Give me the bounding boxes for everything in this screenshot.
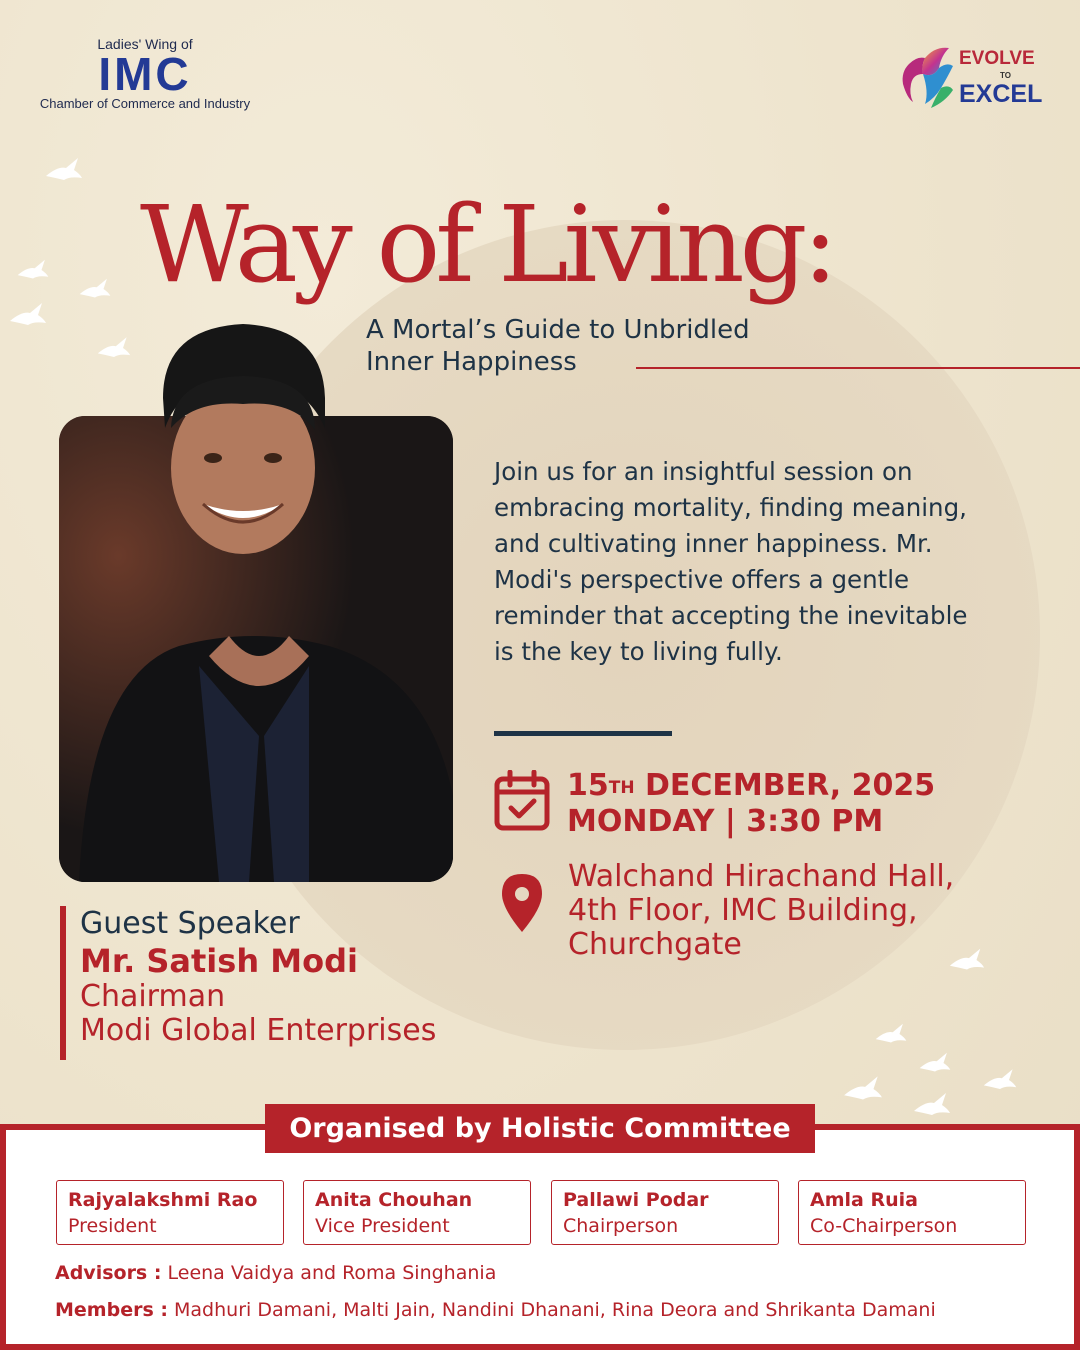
- subtitle-divider: [636, 367, 1080, 369]
- date-day: 15: [567, 768, 609, 803]
- calendar-check-icon: [494, 770, 550, 832]
- speaker-company: Modi Global Enterprises: [80, 1013, 437, 1048]
- bird-icon: [8, 300, 48, 330]
- committee-office-bearers: [56, 1180, 1028, 1246]
- event-title: Way of Living:: [140, 183, 834, 306]
- face-profile-icon: [895, 44, 957, 112]
- imc-logo-prefix: Ladies' Wing of: [97, 36, 193, 52]
- event-weekday-time: MONDAY | 3:30 PM: [567, 804, 884, 839]
- advisors-line: [55, 1262, 496, 1284]
- location-pin-icon: [500, 872, 544, 934]
- event-description: Join us for an insightful session on embracing mortality, finding meaning, and cultivating inner happiness. Mr. Modi's perspective offers a gentle reminder that accepting the inevitable is the key to living fully.: [494, 457, 968, 666]
- office-bearer-name: Pallawi Podar: [563, 1189, 709, 1211]
- event-subtitle-line2: Inner Happiness: [366, 347, 577, 377]
- office-bearer-card: [551, 1180, 779, 1245]
- date-rest: DECEMBER, 2025: [634, 768, 936, 803]
- members-names: Madhuri Damani, Malti Jain, Nandini Dhanani, Rina Deora and Shrikanta Damani: [167, 1299, 936, 1321]
- advisors-label: Advisors :: [55, 1262, 162, 1284]
- venue-line2: 4th Floor, IMC Building,: [568, 893, 918, 928]
- speaker-head: [143, 318, 338, 558]
- bird-icon: [44, 156, 84, 184]
- bird-icon: [16, 256, 50, 284]
- event-subtitle-line1: A Mortal’s Guide to Unbridled: [366, 315, 750, 345]
- advisors-names: Leena Vaidya and Roma Singhania: [161, 1262, 497, 1284]
- evolve-logo-line2: TO: [1000, 71, 1011, 80]
- speaker-info: [60, 906, 436, 1060]
- venue-line1: Walchand Hirachand Hall,: [568, 859, 955, 894]
- imc-logo-subtitle: Chamber of Commerce and Industry: [39, 96, 251, 111]
- imc-logo-name: IMC: [98, 48, 192, 100]
- office-bearer-role: Chairperson: [563, 1215, 679, 1237]
- speaker-label: Guest Speaker: [80, 906, 300, 941]
- bird-icon: [96, 334, 132, 362]
- office-bearer-role: President: [68, 1215, 157, 1237]
- office-bearer-card: [56, 1180, 284, 1245]
- office-bearer-role: Vice President: [315, 1215, 450, 1237]
- organiser-banner: Organised by Holistic Committee: [265, 1104, 815, 1153]
- office-bearer-name: Amla Ruia: [810, 1189, 918, 1211]
- bird-icon: [78, 276, 112, 302]
- evolve-logo-line3: EXCEL: [959, 80, 1043, 108]
- office-bearer-card: [798, 1180, 1026, 1245]
- venue-line3: Churchgate: [568, 927, 742, 962]
- evolve-logo-line1: EVOLVE: [959, 48, 1035, 69]
- bird-icon: [874, 1014, 908, 1054]
- bird-icon: [912, 1088, 952, 1122]
- office-bearer-card: [303, 1180, 531, 1245]
- office-bearer-name: Rajyalakshmi Rao: [68, 1189, 258, 1211]
- imc-logo: [30, 36, 260, 111]
- bird-icon: [842, 1074, 884, 1104]
- evolve-to-excel-logo: [895, 44, 1055, 114]
- office-bearer-name: Anita Chouhan: [315, 1189, 473, 1211]
- members-line: [55, 1299, 936, 1321]
- speaker-role: Chairman: [80, 979, 226, 1014]
- members-label: Members :: [55, 1299, 168, 1321]
- date-suffix: TH: [608, 778, 635, 798]
- speaker-name: Mr. Satish Modi: [80, 942, 358, 980]
- office-bearer-role: Co-Chairperson: [810, 1215, 958, 1237]
- description-divider: [494, 731, 672, 736]
- bird-icon: [918, 1046, 952, 1080]
- event-venue: [568, 860, 954, 962]
- event-date-line: [567, 768, 935, 804]
- bird-icon: [982, 1064, 1018, 1096]
- event-date: [567, 768, 935, 840]
